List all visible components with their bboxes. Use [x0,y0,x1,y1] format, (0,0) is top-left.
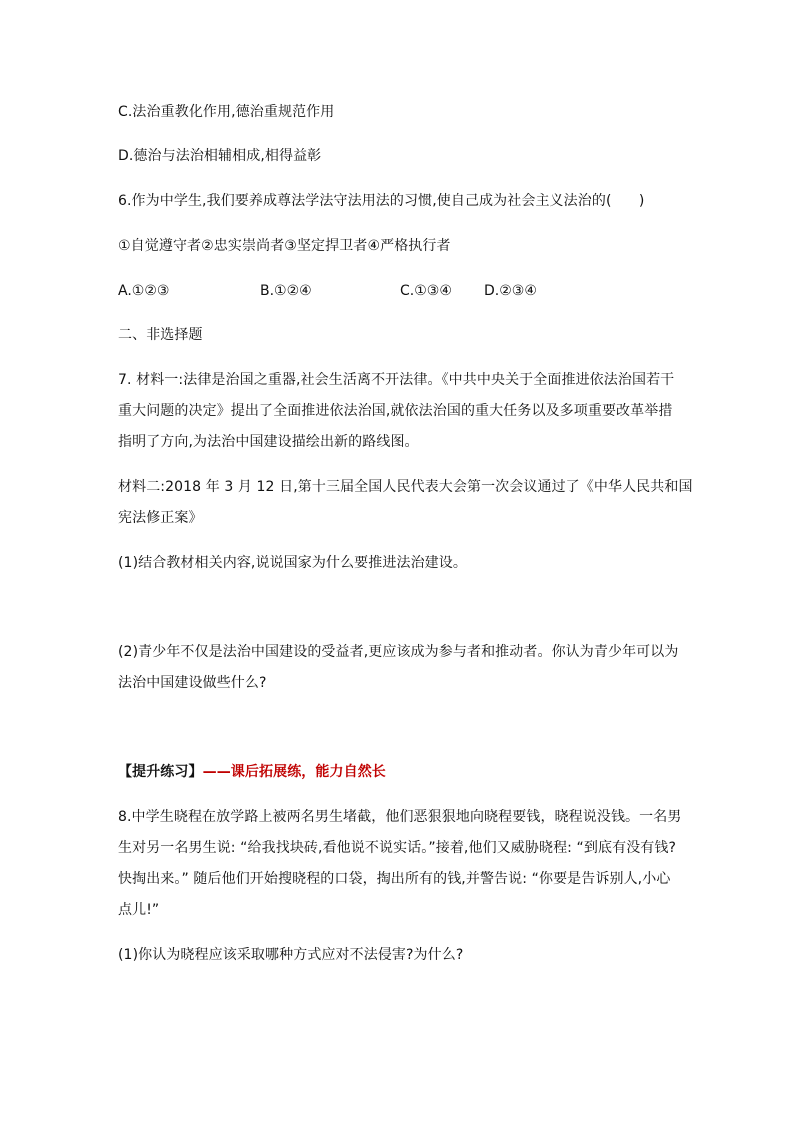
question-7-material2-line2: 宪法修正案》 [118,510,203,526]
question-7-sub2-line1: (2)青少年不仅是法治中国建设的受益者,更应该成为参与者和推动者。你认为青少年可以为 [118,644,679,660]
question-8-sub1: (1)你认为晓程应该采取哪种方式应对不法侵害?为什么? [118,947,464,963]
question-7-material2-line1: 材料二:2018 年 3 月 12 日,第十三届全国人民代表大会第一次会议通过了《中华人民共和国 [118,479,693,495]
question-6-items: ①自觉遵守者②忠实崇尚者③坚定捍卫者④严格执行者 [118,238,451,254]
question-7-sub2-line2: 法治中国建设做些什么? [118,675,267,691]
practice-heading [118,762,688,782]
question-6-option-a: A.①②③ [118,283,170,299]
question-8-line1: 8.中学生晓程在放学路上被两名男生堵截，他们恶狠狠地向晓程要钱，晓程说没钱。一名男 [118,809,682,825]
question-7-material1-line3: 指明了方向,为法治中国建设描绘出新的路线图。 [118,434,419,450]
question-6-stem: 6.作为中学生,我们要养成尊法学法守法用法的习惯,使自己成为社会主义法治的( ) [118,193,645,209]
section-heading-non-choice: 二、非选择题 [118,327,203,343]
question-7-sub1: (1)结合教材相关内容,说说国家为什么要推进法治建设。 [118,555,467,571]
question-6-option-d: D.②③④ [484,283,537,299]
option-c-text: C.法治重教化作用,德治重规范作用 [118,104,335,120]
question-7-material1-line1: 7. 材料一:法律是治国之重器,社会生活离不开法律。《中共中央关于全面推进依法治国若干 [118,372,675,388]
question-8-line4: 点儿!” [118,902,160,918]
question-7-material1-line2: 重大问题的决定》提出了全面推进依法治国,就依法治国的重大任务以及多项重要改革举措 [118,403,673,419]
question-8-line2: 生对另一名男生说: “给我找块砖,看他说不说实话。”接着,他们又威胁晓程: “到底有没有钱? [118,840,677,856]
question-8-line3: 快掏出来。” 随后他们开始搜晓程的口袋，掏出所有的钱,并警告说: “你要是告诉别人,小心 [118,871,671,887]
practice-heading-slogan: ——课后拓展练，能力自然长 [202,764,386,780]
question-6-option-c: C.①③④ [400,283,452,299]
option-d-text: D.德治与法治相辅相成,相得益彰 [118,148,322,164]
question-6-option-b: B.①②④ [260,283,312,299]
practice-heading-label: 【提升练习】 [118,764,203,780]
